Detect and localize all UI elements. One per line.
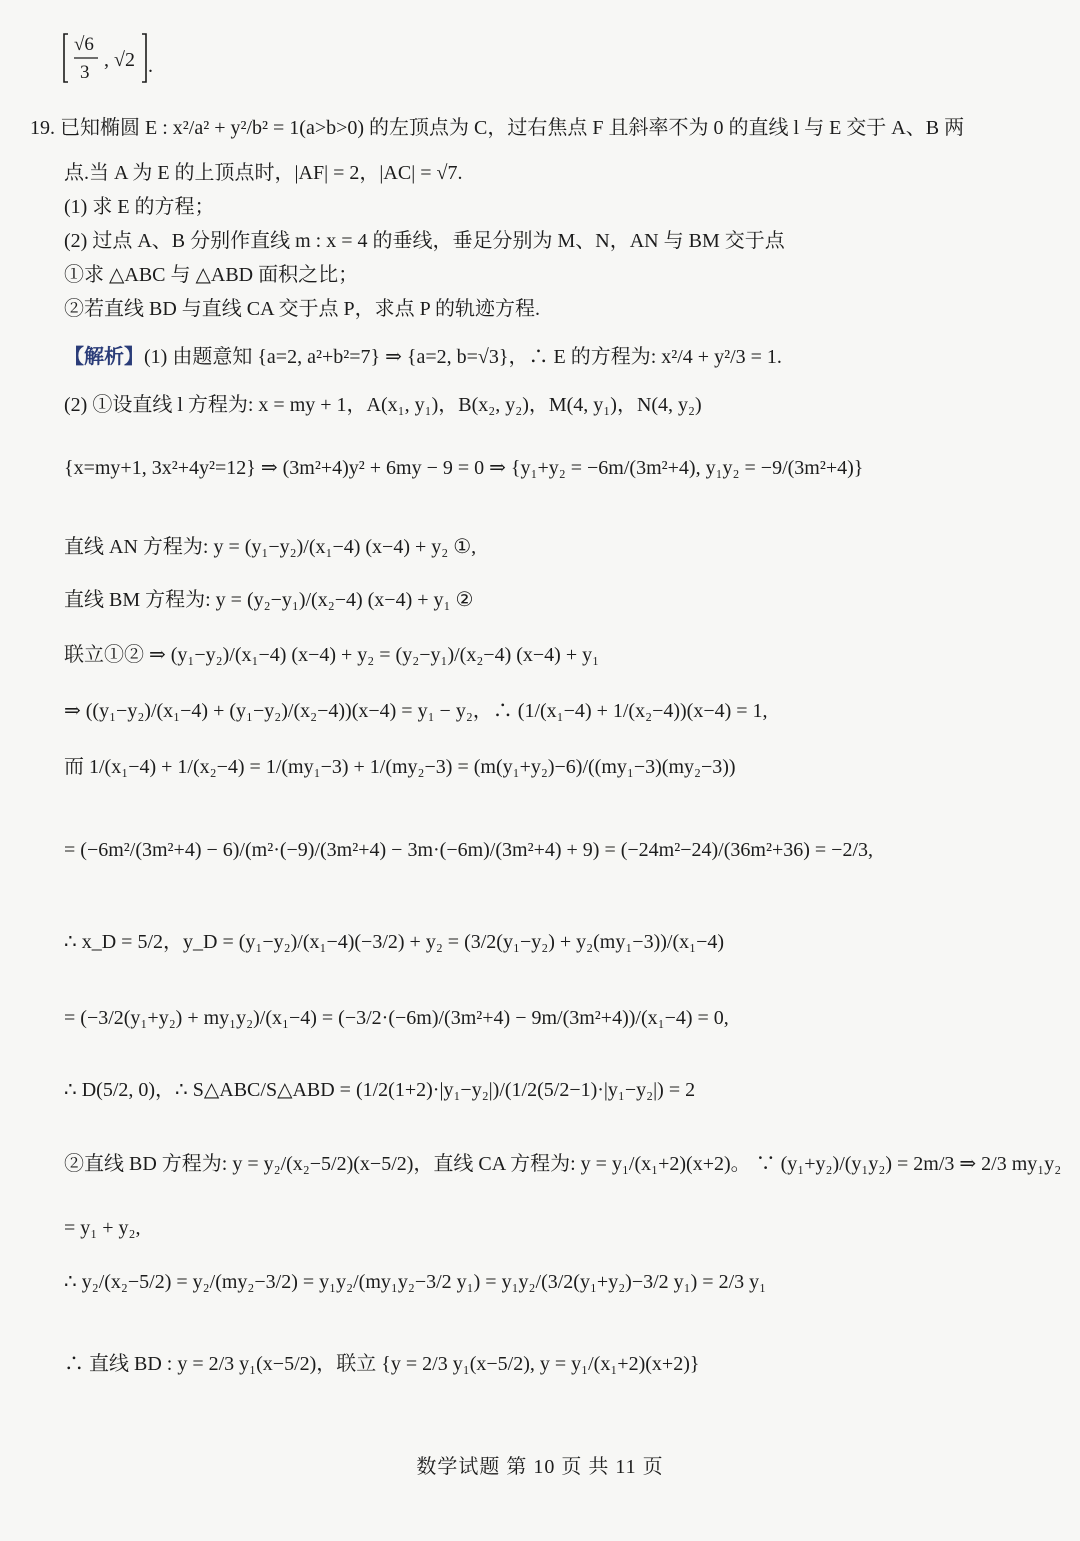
solution-step-7: ⇒ ((y₁−y₂)/(x₁−4) + (y₁−y₂)/(x₂−4))(x−4) = y₁ − y₂，∴ (1/(x₁−4) + 1/(x₂−4))(x−4) = 1,: [64, 700, 768, 722]
problem-question-2a: ①求 △ABC 与 △ABD 面积之比；: [64, 264, 359, 286]
solution-step-2: (2) ①设直线 l 方程为: x = my + 1，A(x₁, y₁)，B(x₂, y₂)，M(4, y₁)，N(4, y₂): [64, 394, 702, 416]
top-interval: [60, 28, 220, 88]
problem-question-2: (2) 过点 A、B 分别作直线 m : x = 4 的垂线，垂足分别为 M、N，AN 与 BM 交于点: [64, 230, 785, 252]
svg-text:.: .: [148, 55, 153, 77]
problem-line-1: 19. 已知椭圆 E : x²/a² + y²/b² = 1(a>b>0) 的左顶点为 C，过右焦点 F 且斜率不为 0 的直线 l 与 E 交于 A、B 两: [30, 117, 965, 139]
analysis-label: 【解析】: [64, 346, 144, 368]
solution-step-8: 而 1/(x₁−4) + 1/(x₂−4) = 1/(my₁−3) + 1/(my₂−3) = (m(y₁+y₂)−6)/((my₁−3)(my₂−3)): [64, 756, 736, 778]
page-footer: 数学试题 第 10 页 共 11 页: [416, 1456, 664, 1478]
solution-step-10: ∴ x_D = 5/2，y_D = (y₁−y₂)/(x₁−4)(−3/2) + y₂ = (3/2(y₁−y₂) + y₂(my₁−3))/(x₁−4): [64, 931, 725, 953]
solution-step-12: ∴ D(5/2, 0)，∴ S△ABC/S△ABD = (1/2(1+2)·|y₁−y₂|)/(1/2(5/2−1)·|y₁−y₂|) = 2: [64, 1079, 696, 1101]
svg-text:3: 3: [80, 62, 90, 83]
solution-step-4: 直线 AN 方程为: y = (y₁−y₂)/(x₁−4) (x−4) + y₂ ①,: [64, 536, 477, 558]
solution-step-11: = (−3/2(y₁+y₂) + my₁y₂)/(x₁−4) = (−3/2·(−6m)/(3m²+4) − 9m/(3m²+4))/(x₁−4) = 0,: [64, 1007, 729, 1029]
solution-step-1: (1) 由题意知 {a=2, a²+b²=7} ⇒ {a=2, b=√3}，∴ E 的方程为: x²/4 + y²/3 = 1.: [144, 346, 782, 368]
solution-step-9: = (−6m²/(3m²+4) − 6)/(m²·(−9)/(3m²+4) − 3m·(−6m)/(3m²+4) + 9) = (−24m²−24)/(36m²+36) = −2/3,: [64, 839, 873, 861]
solution-step-14: = y₁ + y₂,: [64, 1217, 141, 1239]
solution-step-3: {x=my+1, 3x²+4y²=12} ⇒ (3m²+4)y² + 6my − 9 = 0 ⇒ {y₁+y₂ = −6m/(3m²+4), y₁y₂ = −9/(3m²+4)}: [64, 457, 864, 479]
solution-part-1: [64, 345, 1040, 370]
solution-step-13: ②直线 BD 方程为: y = y₂/(x₂−5/2)(x−5/2)，直线 CA 方程为: y = y₁/(x₁+2)(x+2)。 ∵ (y₁+y₂)/(y₁y₂) = 2m/3 ⇒ 2/3 my₁y₂: [64, 1153, 1062, 1175]
problem-line-2: 点.当 A 为 E 的上顶点时，|AF| = 2，|AC| = √7.: [64, 162, 463, 184]
solution-step-16: ∴ 直线 BD : y = 2/3 y₁(x−5/2)，联立 {y = 2/3 y₁(x−5/2), y = y₁/(x₁+2)(x+2)}: [64, 1353, 700, 1375]
solution-step-15: ∴ y₂/(x₂−5/2) = y₂/(my₂−3/2) = y₁y₂/(my₁y₂−3/2 y₁) = y₁y₂/(3/2(y₁+y₂)−3/2 y₁) = 2/3 y₁: [64, 1271, 767, 1293]
solution-step-6: 联立①② ⇒ (y₁−y₂)/(x₁−4) (x−4) + y₂ = (y₂−y₁)/(x₂−4) (x−4) + y₁: [64, 644, 600, 666]
svg-text:√6: √6: [74, 34, 94, 55]
solution-step-5: 直线 BM 方程为: y = (y₂−y₁)/(x₂−4) (x−4) + y₁ ②: [64, 589, 474, 611]
svg-text:, √2: , √2: [104, 49, 135, 71]
problem-question-2b: ②若直线 BD 与直线 CA 交于点 P，求点 P 的轨迹方程.: [64, 298, 540, 320]
problem-question-1: (1) 求 E 的方程；: [64, 196, 215, 218]
